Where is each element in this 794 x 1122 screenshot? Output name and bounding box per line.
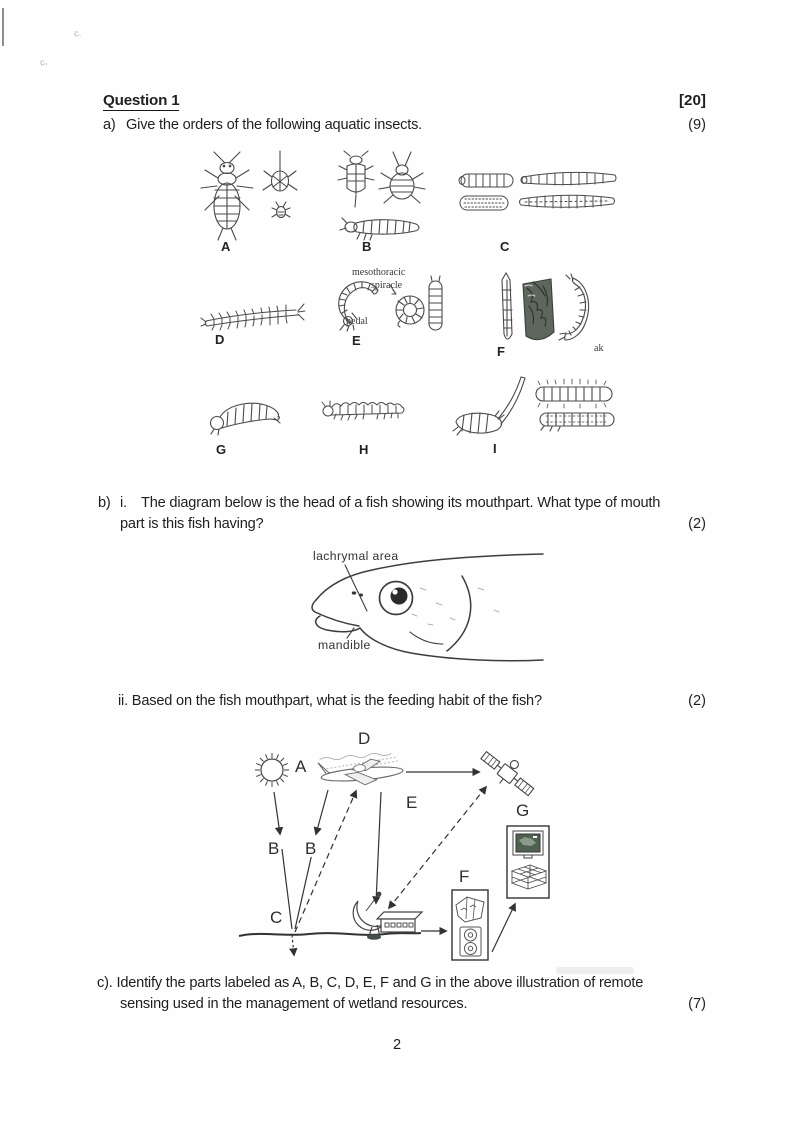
rs-label-b2: B: [305, 839, 317, 858]
figure-label: A: [221, 239, 231, 254]
ground-station-dish-icon: [353, 892, 383, 940]
item-b-marks: (2): [688, 516, 706, 532]
pencil-mark: c,: [38, 56, 49, 68]
figure-label: B: [362, 239, 372, 254]
item-a-text: Give the orders of the following aquatic insects.: [126, 117, 423, 133]
rs-label-f: F: [459, 867, 470, 886]
scan-edge-artifact: [2, 8, 4, 46]
figure-label: I: [493, 441, 497, 456]
products-box-icon: [452, 890, 488, 960]
computer-analysis-box-icon: [507, 826, 549, 898]
figure-label: F: [497, 344, 505, 359]
insect-figure-f: [485, 272, 605, 352]
item-a-label: a): [103, 117, 116, 133]
rs-label-d: D: [358, 729, 371, 748]
item-a-marks: (9): [688, 117, 706, 133]
insect-figure-h: [320, 392, 412, 424]
annotation-spiracle: spiracle: [371, 280, 403, 291]
sun-icon: [255, 753, 289, 787]
rs-label-c: C: [270, 908, 283, 927]
page-number: 2: [392, 1037, 402, 1053]
fish-head-figure: [250, 548, 550, 666]
figure-label: C: [500, 239, 510, 254]
insect-figure-i: [448, 375, 616, 443]
rs-label-g: G: [516, 801, 530, 820]
remote-sensing-figure: [225, 728, 570, 970]
item-b-line2: part is this fish having?: [120, 516, 264, 532]
item-c-line2: sensing used in the management of wetland resources.: [120, 996, 468, 1012]
station-building-icon: [377, 912, 422, 932]
aircraft-icon: [318, 751, 404, 789]
annotation-mesothoracic: mesothoracic: [352, 267, 406, 278]
annotation-pedal: pedal: [346, 316, 368, 327]
rs-label-e: E: [406, 793, 418, 812]
item-b-roman: i.: [120, 495, 127, 511]
insect-figure-a: [195, 150, 305, 242]
item-c-marks: (7): [688, 996, 706, 1012]
figure-label: G: [216, 442, 227, 457]
insect-figure-b: [338, 150, 428, 242]
insect-figure-c: [455, 168, 625, 218]
insect-figure-d: [200, 295, 305, 333]
fish-label-lachrymal: lachrymal area: [313, 549, 399, 563]
figure-label: D: [215, 332, 225, 347]
figure-label: E: [352, 333, 361, 348]
annotation-ak: ak: [594, 343, 604, 354]
item-b-label: b): [98, 495, 111, 511]
total-marks: [20]: [678, 92, 706, 109]
rs-label-b1: B: [268, 839, 280, 858]
item-c-line1: c). Identify the parts labeled as A, B, C, D, E, F and G in the above illustration of remote: [97, 975, 644, 991]
item-b-ii-text: ii. Based on the fish mouthpart, what is the feeding habit of the fish?: [118, 693, 542, 709]
item-b-ii-marks: (2): [688, 693, 706, 709]
pencil-mark: c.: [73, 27, 82, 39]
satellite-icon: [476, 743, 541, 802]
rs-label-a: A: [295, 757, 307, 776]
ground-line: [239, 933, 421, 936]
fish-label-mandible: mandible: [318, 638, 371, 652]
insect-figure-g: [208, 392, 286, 442]
question-title: Question 1: [103, 92, 180, 109]
item-b-line1: The diagram below is the head of a fish showing its mouthpart. What type of mouth: [141, 495, 661, 511]
figure-label: H: [359, 442, 369, 457]
